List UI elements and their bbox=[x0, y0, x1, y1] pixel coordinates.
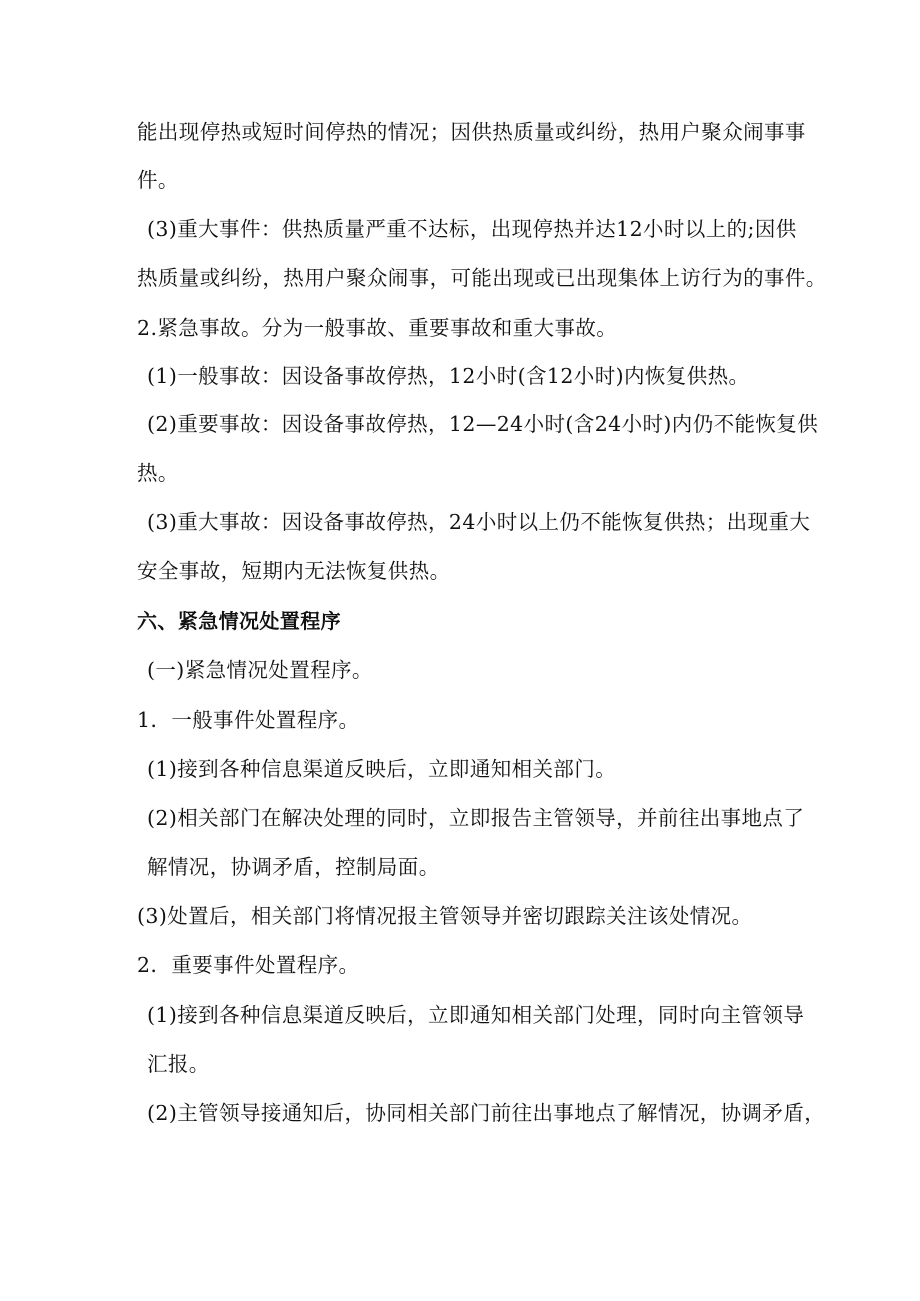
paragraph-line: (1)一般事故：因设备事故停热，12小时(含12小时)内恢复供热。 bbox=[147, 364, 750, 388]
section-heading: 六、紧急情况处置程序 bbox=[137, 609, 341, 633]
paragraph-line: (3)处置后，相关部门将情况报主管领导并密切跟踪关注该处情况。 bbox=[137, 904, 753, 928]
paragraph-line: (3)重大事件：供热质量严重不达标，出现停热并达12小时以上的;因供 bbox=[147, 217, 797, 241]
paragraph-line: (2)重要事故：因设备事故停热，12—24小时(含24小时)内仍不能恢复供 bbox=[147, 412, 819, 436]
section-item: 2.紧急事故。分为一般事故、重要事故和重大事故。 bbox=[137, 316, 618, 340]
paragraph-line: 热。 bbox=[137, 461, 179, 485]
section-item: 2．重要事件处置程序。 bbox=[137, 953, 360, 977]
paragraph-line: 汇报。 bbox=[147, 1052, 210, 1076]
paragraph-line: (1)接到各种信息渠道反映后，立即通知相关部门。 bbox=[147, 757, 617, 781]
paragraph-line: (1)接到各种信息渠道反映后，立即通知相关部门处理，同时向主管领导 bbox=[147, 1003, 805, 1027]
paragraph-line: (2)相关部门在解决处理的同时，立即报告主管领导，并前往出事地点了 bbox=[147, 806, 805, 830]
paragraph-line: 热质量或纠纷，热用户聚众闹事，可能出现或已出现集体上访行为的事件。 bbox=[137, 266, 827, 290]
paragraph-line: (3)重大事故：因设备事故停热，24小时以上仍不能恢复供热；出现重大 bbox=[147, 510, 811, 534]
paragraph-line: 安全事故，短期内无法恢复供热。 bbox=[137, 559, 451, 583]
paragraph-line: 能出现停热或短时间停热的情况；因供热质量或纠纷，热用户聚众闹事事 bbox=[137, 120, 806, 144]
paragraph-line: 解情况，协调矛盾，控制局面。 bbox=[147, 855, 440, 879]
section-item: 1．一般事件处置程序。 bbox=[137, 708, 360, 732]
paragraph-line: (2)主管领导接通知后，协同相关部门前往出事地点了解情况，协调矛盾， bbox=[147, 1101, 826, 1125]
subsection-heading: (一)紧急情况处置程序。 bbox=[147, 658, 373, 682]
paragraph-line: 件。 bbox=[137, 168, 179, 192]
